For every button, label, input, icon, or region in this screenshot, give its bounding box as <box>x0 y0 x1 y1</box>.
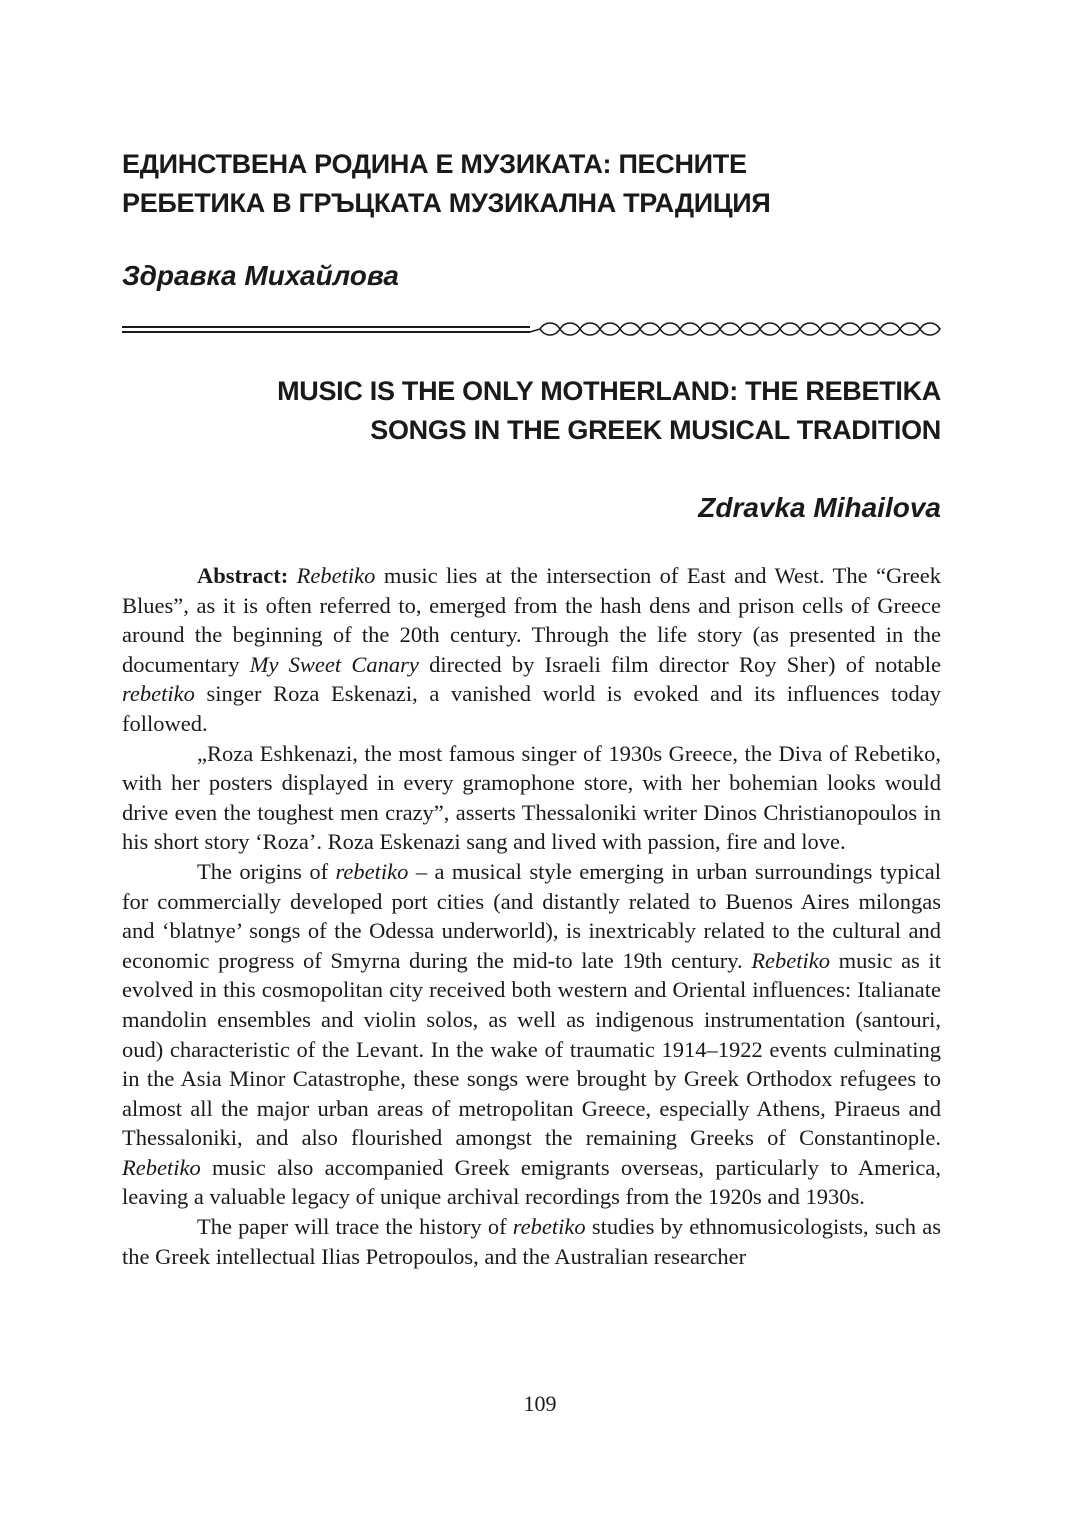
text-run: directed by Israeli film director Roy Sher) of notable <box>418 651 941 677</box>
italic-term: rebetiko <box>512 1214 586 1240</box>
text-run: The origins of <box>197 858 336 884</box>
text-run: The paper will trace the history of <box>197 1214 513 1240</box>
italic-term: Rebetiko <box>751 947 831 973</box>
text-run: studies by ethnomusicologists, such as the Greek intellectual Ilias Petropoulos, and the Australian researcher <box>122 1214 941 1269</box>
text-run: music also accompanied Greek emigrants overseas, particularly to America, leaving a valuable legacy of unique archival recordings from the 1920s and 1930s. <box>122 1154 941 1210</box>
italic-term: rebetiko <box>335 858 409 884</box>
text-run: music lies at the intersection of East and West. The “Greek Blues”, as it is often referred to, emerged from the hash dens and prison cells of Greece around the beginning of the 20th century. Through the life story (as presented in the documentary <box>122 563 941 677</box>
abstract-paragraph-3 <box>122 857 941 1212</box>
title-en-line-2: SONGS IN THE GREEK MUSICAL TRADITION <box>370 415 941 445</box>
abstract-paragraph-2: „Roza Eshkenazi, the most famous singer of 1930s Greece, the Diva of Rebetiko, with her posters displayed in every gramophone store, with her bohemian looks would drive even the toughest men crazy”, asserts Thessaloniki writer Dinos Christianopoulos in his short story ‘Roza’. Roza Eskenazi sang and lived with passion, fire and love. <box>122 740 941 855</box>
abstract-body <box>122 561 941 1271</box>
abstract-paragraph-1 <box>122 561 941 739</box>
text-run: music as it evolved in this cosmopolitan city received both western and Oriental influences: Italianate mandolin ensembles and violin solos, as well as indigenous instrumentation (santouri, oud) characteristic of the Levant. In the wake of traumatic 1914–1922 events culminating in the Asia Minor Catastrophe, these songs were brought by Greek Orthodox refugees to almost all the major urban areas of metropolitan Greece, especially Athens, Piraeus and Thessaloniki, and also flourished amongst the remaining Greeks of Constantinople. <box>122 947 941 1151</box>
title-en-line-1: MUSIC IS THE ONLY MOTHERLAND: THE REBETIKA <box>277 376 941 406</box>
page-number: 109 <box>523 1391 557 1416</box>
title-bg-line-1: ЕДИНСТВЕНА РОДИНА Е МУЗИКАТА: ПЕСНИТЕ <box>122 149 747 179</box>
abstract-paragraph-4 <box>122 1212 941 1271</box>
article-title-bulgarian <box>122 145 952 223</box>
text-run: – a musical style emerging in urban surroundings typical for commercially developed port cities (and distantly related to Buenos Aires milongas and ‘blatnye’ songs of the Odessa underworld), is inextricably related to the cultural and economic progress of Smyrna during the mid-to late 19th century. <box>122 858 941 973</box>
italic-term: rebetiko <box>122 681 195 707</box>
article-title-english <box>122 372 941 450</box>
author-name-english: Zdravka Mihailova <box>698 492 941 523</box>
ornament-divider <box>122 318 942 340</box>
italic-term: Rebetiko <box>122 1154 201 1180</box>
documentary-title: My Sweet Canary <box>249 651 419 677</box>
italic-term: Rebetiko <box>296 563 376 588</box>
text-run: singer Roza Eskenazi, a vanished world is evoked and its influences today followed. <box>122 681 941 736</box>
abstract-label: Abstract: <box>197 563 289 588</box>
title-bg-line-2: РЕБЕТИКА В ГРЪЦКАТА МУЗИКАЛНА ТРАДИЦИЯ <box>122 188 771 218</box>
author-name-bulgarian: Здравка Михайлова <box>122 260 399 291</box>
